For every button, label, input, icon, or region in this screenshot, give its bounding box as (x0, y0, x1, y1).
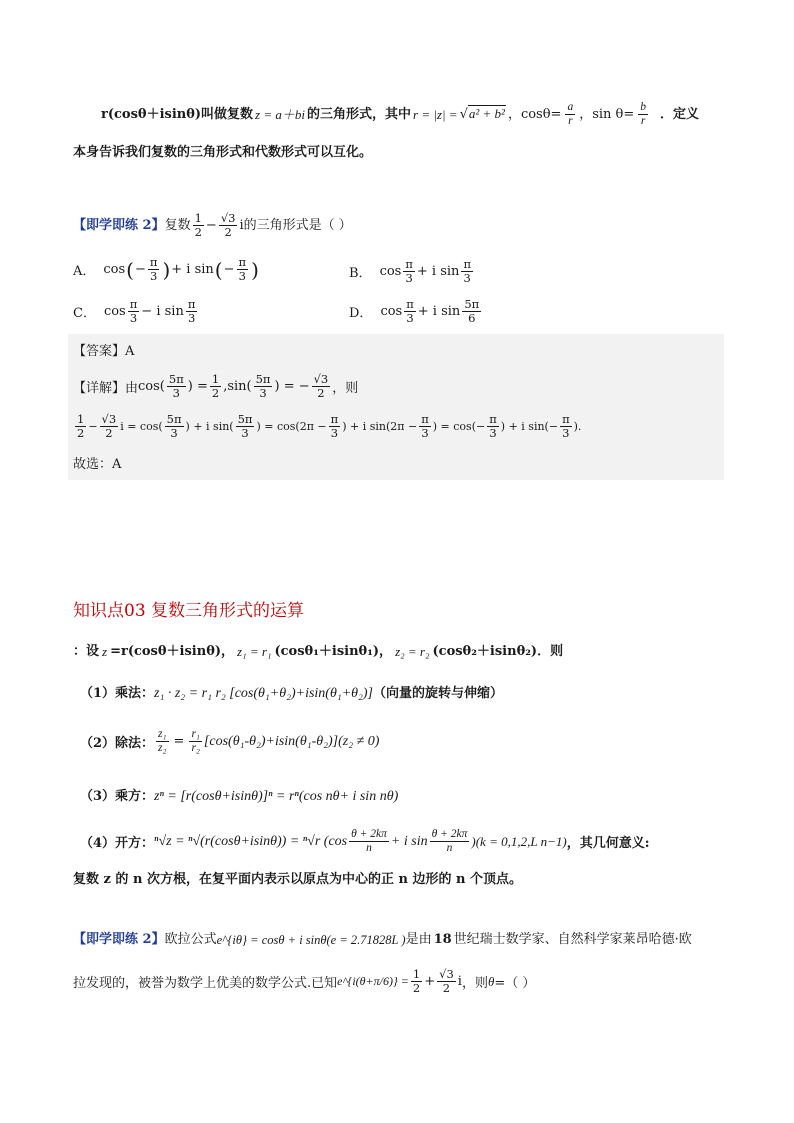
intro-cos: ，cosθ= (507, 106, 562, 122)
option-d-label: D． (349, 306, 373, 321)
div-expression: [cos(θ₁-θ₂)+isin(θ₁-θ₂)](z₂ ≠ 0) (203, 733, 380, 749)
intro-text-a: r(cosθ＋isinθ)叫做复数 (101, 106, 254, 122)
option-c[interactable]: C． cos $\frac{\pi}{3}$ − i sin $\frac{\pi}{3}$ (73, 297, 196, 325)
exercise1-prompt (73, 212, 352, 239)
rule-root: （4）开方： ⁿ√z = ⁿ√(r(cosθ+isinθ)) = ⁿ√r (cos $\frac{\theta + 2k\pi}{n}$ + i sin $\frac{\theta + 2k\pi}{n}$ )(k = 0,1,2,L n−1) ，其几何意义: (80, 828, 650, 854)
intro-end: ．定义 (660, 106, 700, 122)
section-setup: ：设 z =r(cosθ＋isinθ)， z₁ = r₁ (cosθ₁＋isinθ₁)， z₂ = r₂ (cosθ₂＋isinθ₂)．则 (73, 644, 564, 659)
rule-division: （2）除法： $\frac{\text{z₁}}{\text{z₂}}$ = $\frac{\text{r₁}}{\text{r₂}}$ [cos(θ₁-θ₂)+isin(θ₁-θ₂)](z₂ ≠ 0) (80, 728, 380, 754)
intro-line1: r(cosθ＋isinθ)叫做复数 z = a＋bi 的三角形式，其中 r = |z| = √a² + b² ，cosθ= $\frac{a}{r}$ ，sin θ= $\frac{b}{r}$ ．定义 (101, 101, 700, 127)
answer-pick: 故选：A (73, 457, 122, 472)
rule-power: （3）乘方： zⁿ = [r(cosθ+isinθ)]ⁿ = rⁿ(cos nθ+ i sin nθ) (80, 789, 399, 804)
ex1-frac-sqrt3: $\frac{√3}{2}$ (220, 211, 236, 239)
exercise1-tag: 【即学即练 2】 (73, 217, 165, 233)
pow-expression: zⁿ = [r(cosθ+isinθ)]ⁿ = rⁿ(cos nθ+ i sin nθ) (154, 789, 399, 804)
option-d[interactable]: D． cos $\frac{\pi}{3}$ + i sin $\frac{5\pi}{6}$ (349, 297, 480, 325)
exercise2-line2: 拉发现的，被誉为数学上优美的数学公式.已知 e^{i(θ+π/6)} = $\frac{1}{2}$ + $\frac{√3}{2}$ i ，则 θ =（ ） (73, 967, 536, 995)
euler-formula: e^{iθ} = cosθ + i sinθ(e = 2.71828L ) (216, 933, 406, 947)
intro-r-eq: r = |z| = (413, 106, 458, 122)
option-a[interactable]: A． cos ( − $\frac{\pi}{3}$ ) + i sin ( − $\frac{\pi}{3}$ ) (73, 255, 259, 283)
ex1-i: i (239, 217, 244, 233)
intro-sin: ，sin θ= (579, 106, 635, 122)
intro-frac-a-r: $\frac{a}{r}$ (567, 101, 574, 127)
option-c-label: C． (73, 306, 96, 321)
root-meaning: 复数 z 的 n 次方根，在复平面内表示以原点为中心的正 n 边形的 n 个顶点。 (73, 872, 522, 887)
intro-sqrt: a² + b² (468, 106, 505, 121)
intro-frac-b-r: $\frac{b}{r}$ (640, 101, 647, 127)
intro-text-c: 的三角形式，其中 (307, 106, 412, 122)
intro-z-form: z = a＋bi (255, 106, 305, 122)
answer-detail-label: 【详解】 (73, 381, 126, 396)
mul-expression: z₁ · z₂ = r₁ r₂ [cos(θ₁+θ₂)+isin(θ₁+θ₂)] (154, 686, 374, 701)
option-b-label: B． (349, 266, 372, 281)
exercise1-prompt-a: 复数 (164, 217, 191, 233)
ex1-frac-half: $\frac{1}{2}$ (194, 211, 202, 239)
section-title: 知识点03 复数三角形式的运算 (73, 601, 305, 621)
rule-multiplication: （1）乘法： z₁ · z₂ = r₁ r₂ [cos(θ₁+θ₂)+isin(θ₁+θ₂)] （向量的旋转与伸缩） (80, 686, 504, 701)
intro-line2: 本身告诉我们复数的三角形式和代数形式可以互化。 (73, 145, 373, 160)
option-a-label: A． (73, 264, 96, 279)
answer-box (68, 334, 724, 480)
option-b[interactable]: B． cos $\frac{\pi}{3}$ + i sin $\frac{\pi}{3}$ (349, 257, 471, 285)
answer-equation-line: $\frac{1}{2}$ − $\frac{√3}{2}$ i = cos( $\frac{5\pi}{3}$ ) + i sin( $\frac{5\pi}{3}$ ) = cos(2π − $\frac{\pi}{3}$ ) + i sin(2π − $\frac{\pi}{3}$ ) = cos(− $\frac{\pi}{3}$ ) + i sin(− $\frac{\pi}{3}$ ). (77, 412, 582, 440)
answer-detail-line: 【详解】 由 cos( $\frac{5\pi}{3}$ ) = $\frac{1}{2}$ ,sin( $\frac{5\pi}{3}$ ) = − $\frac{√3}{2}$ ，则 (73, 372, 359, 400)
answer-label: 【答案】A (73, 344, 135, 359)
exercise2-line1: 【即学即练 2】 欧拉公式 e^{iθ} = cosθ + i sinθ(e = 2.71828L ) 是由 18 世纪瑞士数学家、自然科学家莱昂哈德·欧 (73, 932, 692, 947)
ex1-minus: − (205, 217, 217, 233)
exercise1-prompt-b: 的三角形式是（ ） (243, 217, 352, 233)
